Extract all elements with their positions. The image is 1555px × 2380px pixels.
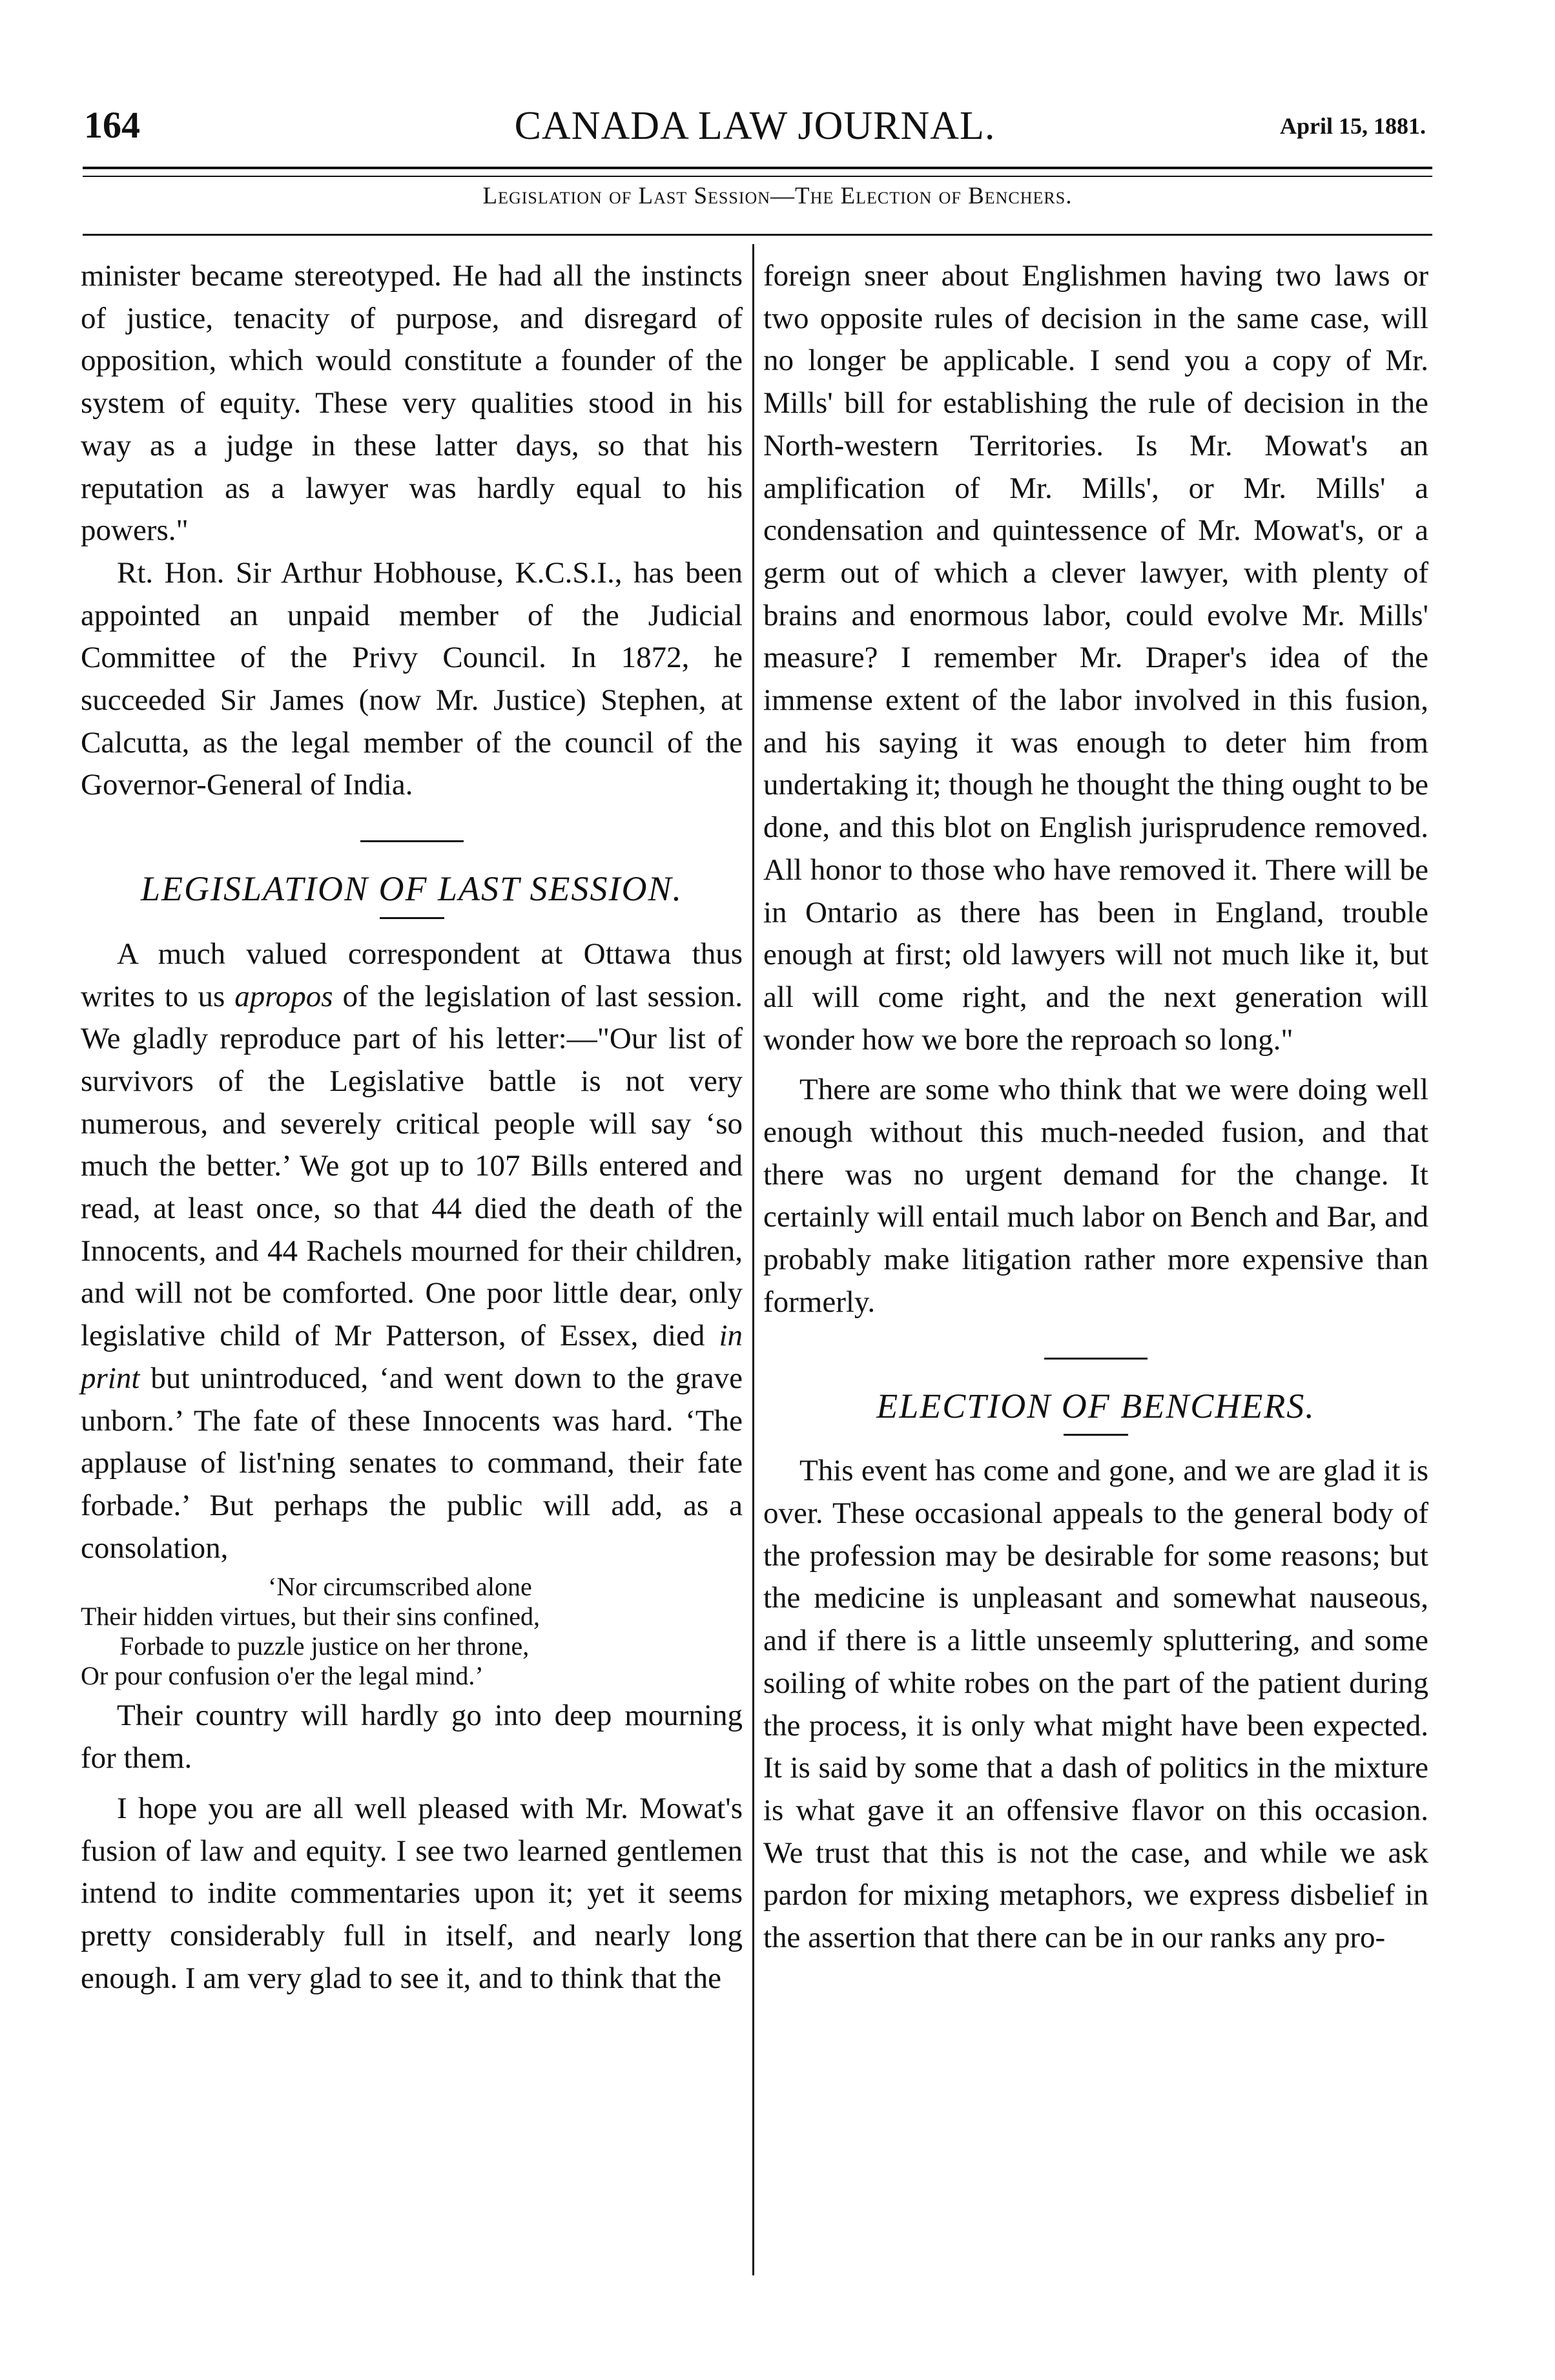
section-separator xyxy=(1044,1358,1148,1360)
p3-italic-apropos: apropos xyxy=(234,979,333,1013)
section-title-legislation: LEGISLATION OF LAST SESSION. xyxy=(140,869,683,909)
p3-italic-in-print: in print xyxy=(81,1319,743,1395)
left-column xyxy=(81,255,743,2000)
p3-text-a: A much valued correspondent at Ottawa thus writes to us xyxy=(81,936,743,1013)
running-head xyxy=(84,103,1426,161)
verse-quotation xyxy=(81,1572,743,1691)
left-paragraph-1: minister became stereotyped. He had all the instincts of justice, tenacity of purpose, and disregard of opposition, which would constitute a founder of the system of equity. These very qualities stood in his way as a judge in these latter days, so that his reputation as a lawyer was hardly equal to his powers." xyxy=(81,259,743,548)
verse-line: ‘Nor circumscribed alone xyxy=(268,1572,532,1602)
right-paragraph-3: This event has come and gone, and we are glad it is over. These occasional appeals to the general body of the profession may be desirable for some reasons; but the medicine is unpleasant and somewhat nauseous, and if there is a little unseemly spluttering, and some soiling of white robes on the part of the patient during the process, it is only what might have been expected. It is said by some that a dash of politics in the mixture is what gave it an offensive flavor on this occasion. We trust that this is not the case, and while we ask pardon for mixing metaphors, we express disbelief in the assertion that there can be in our ranks any pro- xyxy=(763,1454,1428,1955)
right-paragraph-2: There are some who think that we were doing well enough without this much-needed fusion, and that there was no urgent demand for the change. It certainly will entail much labor on Bench and Bar, and probably make litigation rather more expensive than formerly. xyxy=(763,1073,1428,1319)
column-divider xyxy=(752,244,754,2275)
page-number: 164 xyxy=(84,104,140,146)
issue-date: April 15, 1881. xyxy=(1279,113,1426,139)
verse-line: Forbade to puzzle justice on her throne, xyxy=(119,1631,530,1661)
right-column xyxy=(763,255,1428,1960)
verse-line: Or pour confusion o'er the legal mind.’ xyxy=(81,1661,484,1691)
title-underline xyxy=(380,917,444,919)
left-paragraph-5: I hope you are all well pleased with Mr. Mowat's fusion of law and equity. I see two learned gentlemen intend to indite commentaries upon it; yet it seems pretty considerably full in itself, and nearly long enough. I am very glad to see it, and to think that the xyxy=(81,1791,743,1995)
left-paragraph-3 xyxy=(81,933,743,1570)
section-separator xyxy=(360,840,464,842)
verse-line: Their hidden virtues, but their sins confined, xyxy=(81,1602,540,1631)
right-paragraph-1: foreign sneer about Englishmen having two laws or two opposite rules of decision in the same case, will no longer be applicable. I send you a copy of Mr. Mills' bill for establishing the rule of decision in the North-western Territories. Is Mr. Mowat's an amplification of Mr. Mills', or Mr. Mills' a condensation and quintessence of Mr. Mowat's, or a germ out of which a clever lawyer, with plenty of brains and enormous labor, could evolve Mr. Mills' measure? I remember Mr. Draper's idea of the immense extent of the labor involved in this fusion, and his saying it was enough to deter him from undertaking it; though he thought the thing ought to be done, and this blot on English jurisprudence removed. All honor to those who have removed it. There will be in Ontario as there has been in England, trouble enough at first; old lawyers will not much like it, but all will come right, and the next generation will wonder how we bore the reproach so long." xyxy=(763,259,1428,1057)
left-paragraph-4: Their country will hardly go into deep mourning for them. xyxy=(81,1699,743,1775)
header-rule-thin xyxy=(83,176,1432,177)
subhead-rule xyxy=(83,234,1432,236)
left-paragraph-2: Rt. Hon. Sir Arthur Hobhouse, K.C.S.I., has been appointed an unpaid member of the Judicial Committee of the Privy Council. In 1872, he succeeded Sir James (now Mr. Justice) Stephen, at Calcutta, as the legal member of the council of the Governor-General of India. xyxy=(81,555,743,802)
section-subhead: Legislation of Last Session—The Election of Benchers. xyxy=(482,183,1073,209)
header-rule-thick xyxy=(83,167,1432,169)
title-underline xyxy=(1064,1434,1128,1436)
journal-title: CANADA LAW JOURNAL. xyxy=(514,104,996,148)
p3-text-b: of the legislation of last session. We gladly reproduce part of his letter:—"Our list of survivors of the Legislative battle is not very numerous, and severely critical people will say ‘so much the better.’ We got up to 107 Bills entered and read, at least once, so that 44 died the death of the Innocents, and 44 Rachels mourned for their children, and will not be comforted. One poor little dear, only legislative child of Mr Patterson, of Essex, died xyxy=(81,979,743,1353)
section-title-benchers: ELECTION OF BENCHERS. xyxy=(876,1386,1315,1425)
p3-text-c: but unintroduced, ‘and went down to the grave unborn.’ The fate of these Innocents was hard. ‘The applause of list'ning senates to command, their fate forbade.’ But perhaps the public will add, as a consolation, xyxy=(81,1361,743,1565)
